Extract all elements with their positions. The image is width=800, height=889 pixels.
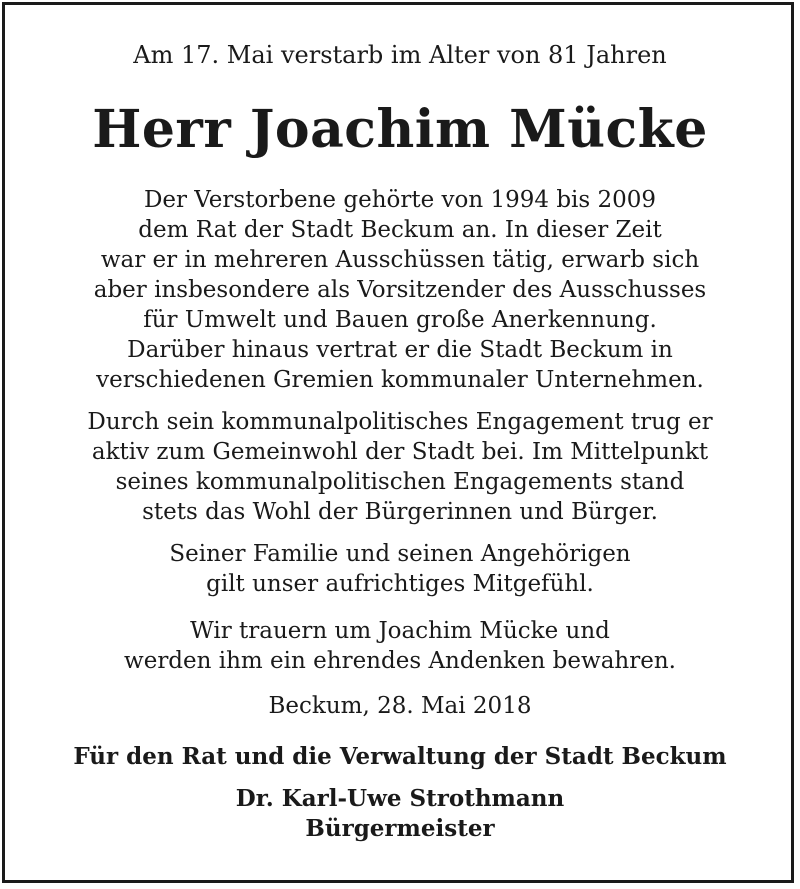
intro-line: Am 17. Mai verstarb im Alter von 81 Jahren: [133, 41, 667, 69]
text-line: war er in mehreren Ausschüssen tätig, erwarb sich: [100, 247, 700, 273]
place-date: Beckum, 28. Mai 2018: [268, 693, 532, 719]
text-line: Darüber hinaus vertrat er die Stadt Beckum in: [127, 337, 673, 363]
text-line: stets das Wohl der Bürgerinnen und Bürger.: [142, 499, 658, 525]
text-line: gilt unser aufrichtiges Mitgefühl.: [206, 571, 594, 597]
text-line: verschiedenen Gremien kommunaler Unternehmen.: [96, 367, 704, 393]
paragraph-mourning: [0, 616, 800, 676]
text-line: seines kommunalpolitischen Engagements stand: [115, 469, 685, 495]
signature-organization: Für den Rat und die Verwaltung der Stadt Beckum: [73, 743, 727, 770]
text-line: Durch sein kommunalpolitisches Engagement trug er: [87, 409, 713, 435]
paragraph-condolence: [0, 539, 800, 599]
text-line: aktiv zum Gemeinwohl der Stadt bei. Im Mittelpunkt: [91, 439, 709, 465]
signature-signer: Dr. Karl-Uwe Strothmann: [235, 785, 565, 812]
deceased-name: Herr Joachim Mücke: [92, 99, 708, 160]
paragraph-career: [0, 185, 800, 395]
text-line: Wir trauern um Joachim Mücke und: [190, 618, 610, 644]
text-line: Der Verstorbene gehörte von 1994 bis 2009: [143, 187, 657, 213]
signature-title: Bürgermeister: [305, 815, 495, 842]
paragraph-engagement: [0, 407, 800, 527]
text-line: werden ihm ein ehrendes Andenken bewahren.: [124, 648, 676, 674]
text-line: aber insbesondere als Vorsitzender des Ausschusses: [93, 277, 707, 303]
text-line: dem Rat der Stadt Beckum an. In dieser Zeit: [138, 217, 662, 243]
text-line: für Umwelt und Bauen große Anerkennung.: [143, 307, 657, 333]
text-line: Seiner Familie und seinen Angehörigen: [169, 541, 631, 567]
